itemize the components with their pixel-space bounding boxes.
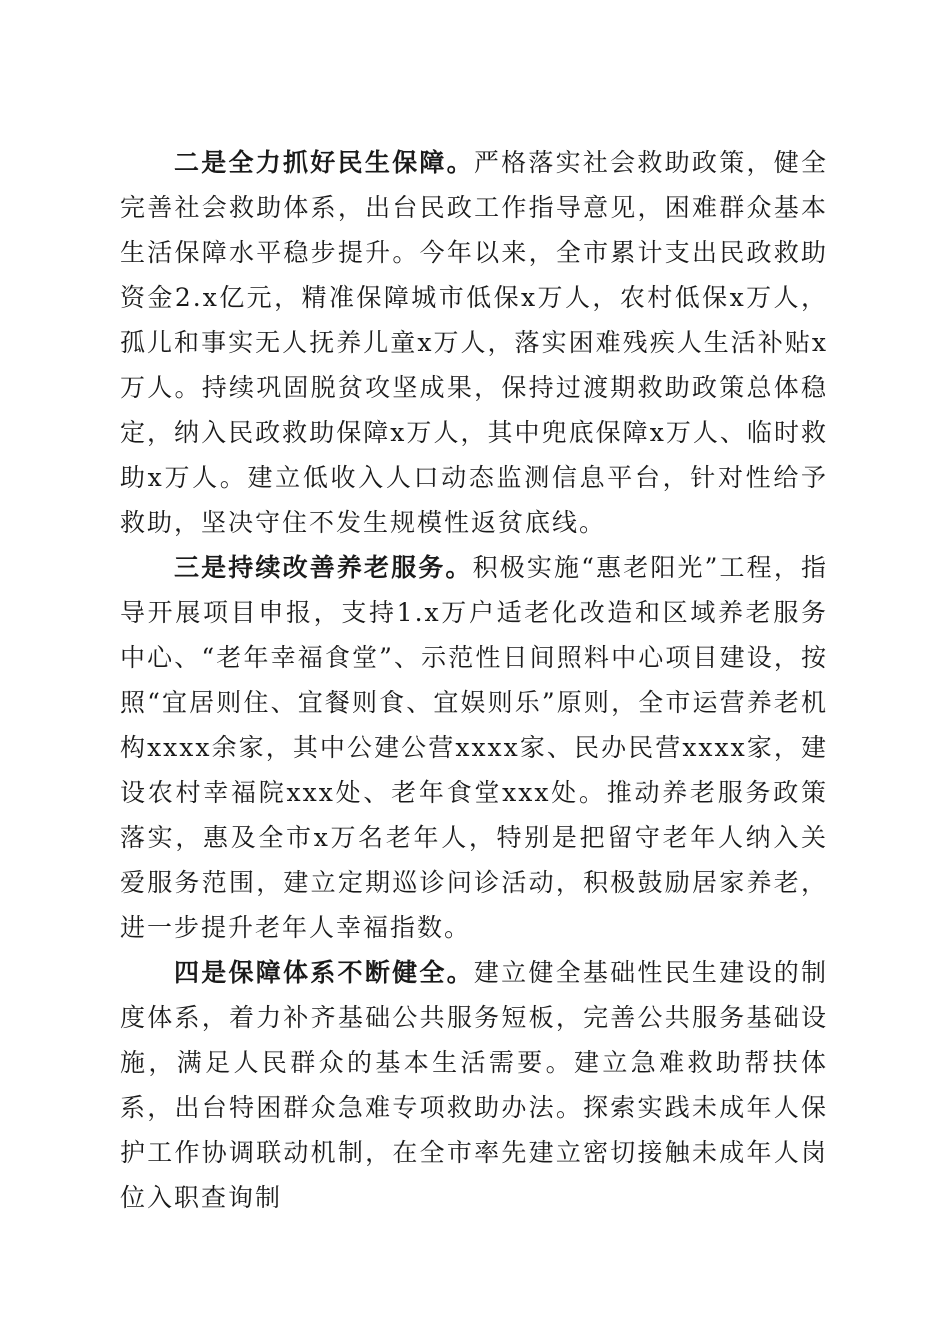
paragraph-elderly-care <box>120 545 828 950</box>
paragraph-security-system <box>120 950 828 1220</box>
paragraph-text: 积极实施“惠老阳光”工程，指导开展项目申报，支持1.x万户适老化改造和区域养老服务中心、“老年幸福食堂”、示范性日间照料中心项目建设，按照“宜居则住、宜餐则食、宜娱则乐”原则，全市运营养老机构xxxx余家，其中公建公营xxxx家、民办民营xxxx家，建设农村幸福院xxx处、老年食堂xxx处。推动养老服务政策落实，惠及全市x万名老年人，特别是把留守老年人纳入关爱服务范围，建立定期巡诊问诊活动，积极鼓励居家养老，进一步提升老年人幸福指数。 <box>120 553 828 942</box>
paragraph-heading: 四是保障体系不断健全。 <box>174 958 474 987</box>
document-body <box>120 140 828 1220</box>
paragraph-text: 严格落实社会救助政策，健全完善社会救助体系，出台民政工作指导意见，困难群众基本生活保障水平稳步提升。今年以来，全市累计支出民政救助资金2.x亿元，精准保障城市低保x万人，农村低保x万人，孤儿和事实无人抚养儿童x万人，落实困难残疾人生活补贴x万人。持续巩固脱贫攻坚成果，保持过渡期救助政策总体稳定，纳入民政救助保障x万人，其中兜底保障x万人、临时救助x万人。建立低收入人口动态监测信息平台，针对性给予救助，坚决守住不发生规模性返贫底线。 <box>120 148 828 537</box>
paragraph-heading: 二是全力抓好民生保障。 <box>174 148 474 177</box>
paragraph-heading: 三是持续改善养老服务。 <box>174 553 473 582</box>
paragraph-text: 建立健全基础性民生建设的制度体系，着力补齐基础公共服务短板，完善公共服务基础设施，满足人民群众的基本生活需要。建立急难救助帮扶体系，出台特困群众急难专项救助办法。探索实践未成年人保护工作协调联动机制，在全市率先建立密切接触未成年人岗位入职查询制 <box>120 958 828 1212</box>
paragraph-social-assistance <box>120 140 828 545</box>
